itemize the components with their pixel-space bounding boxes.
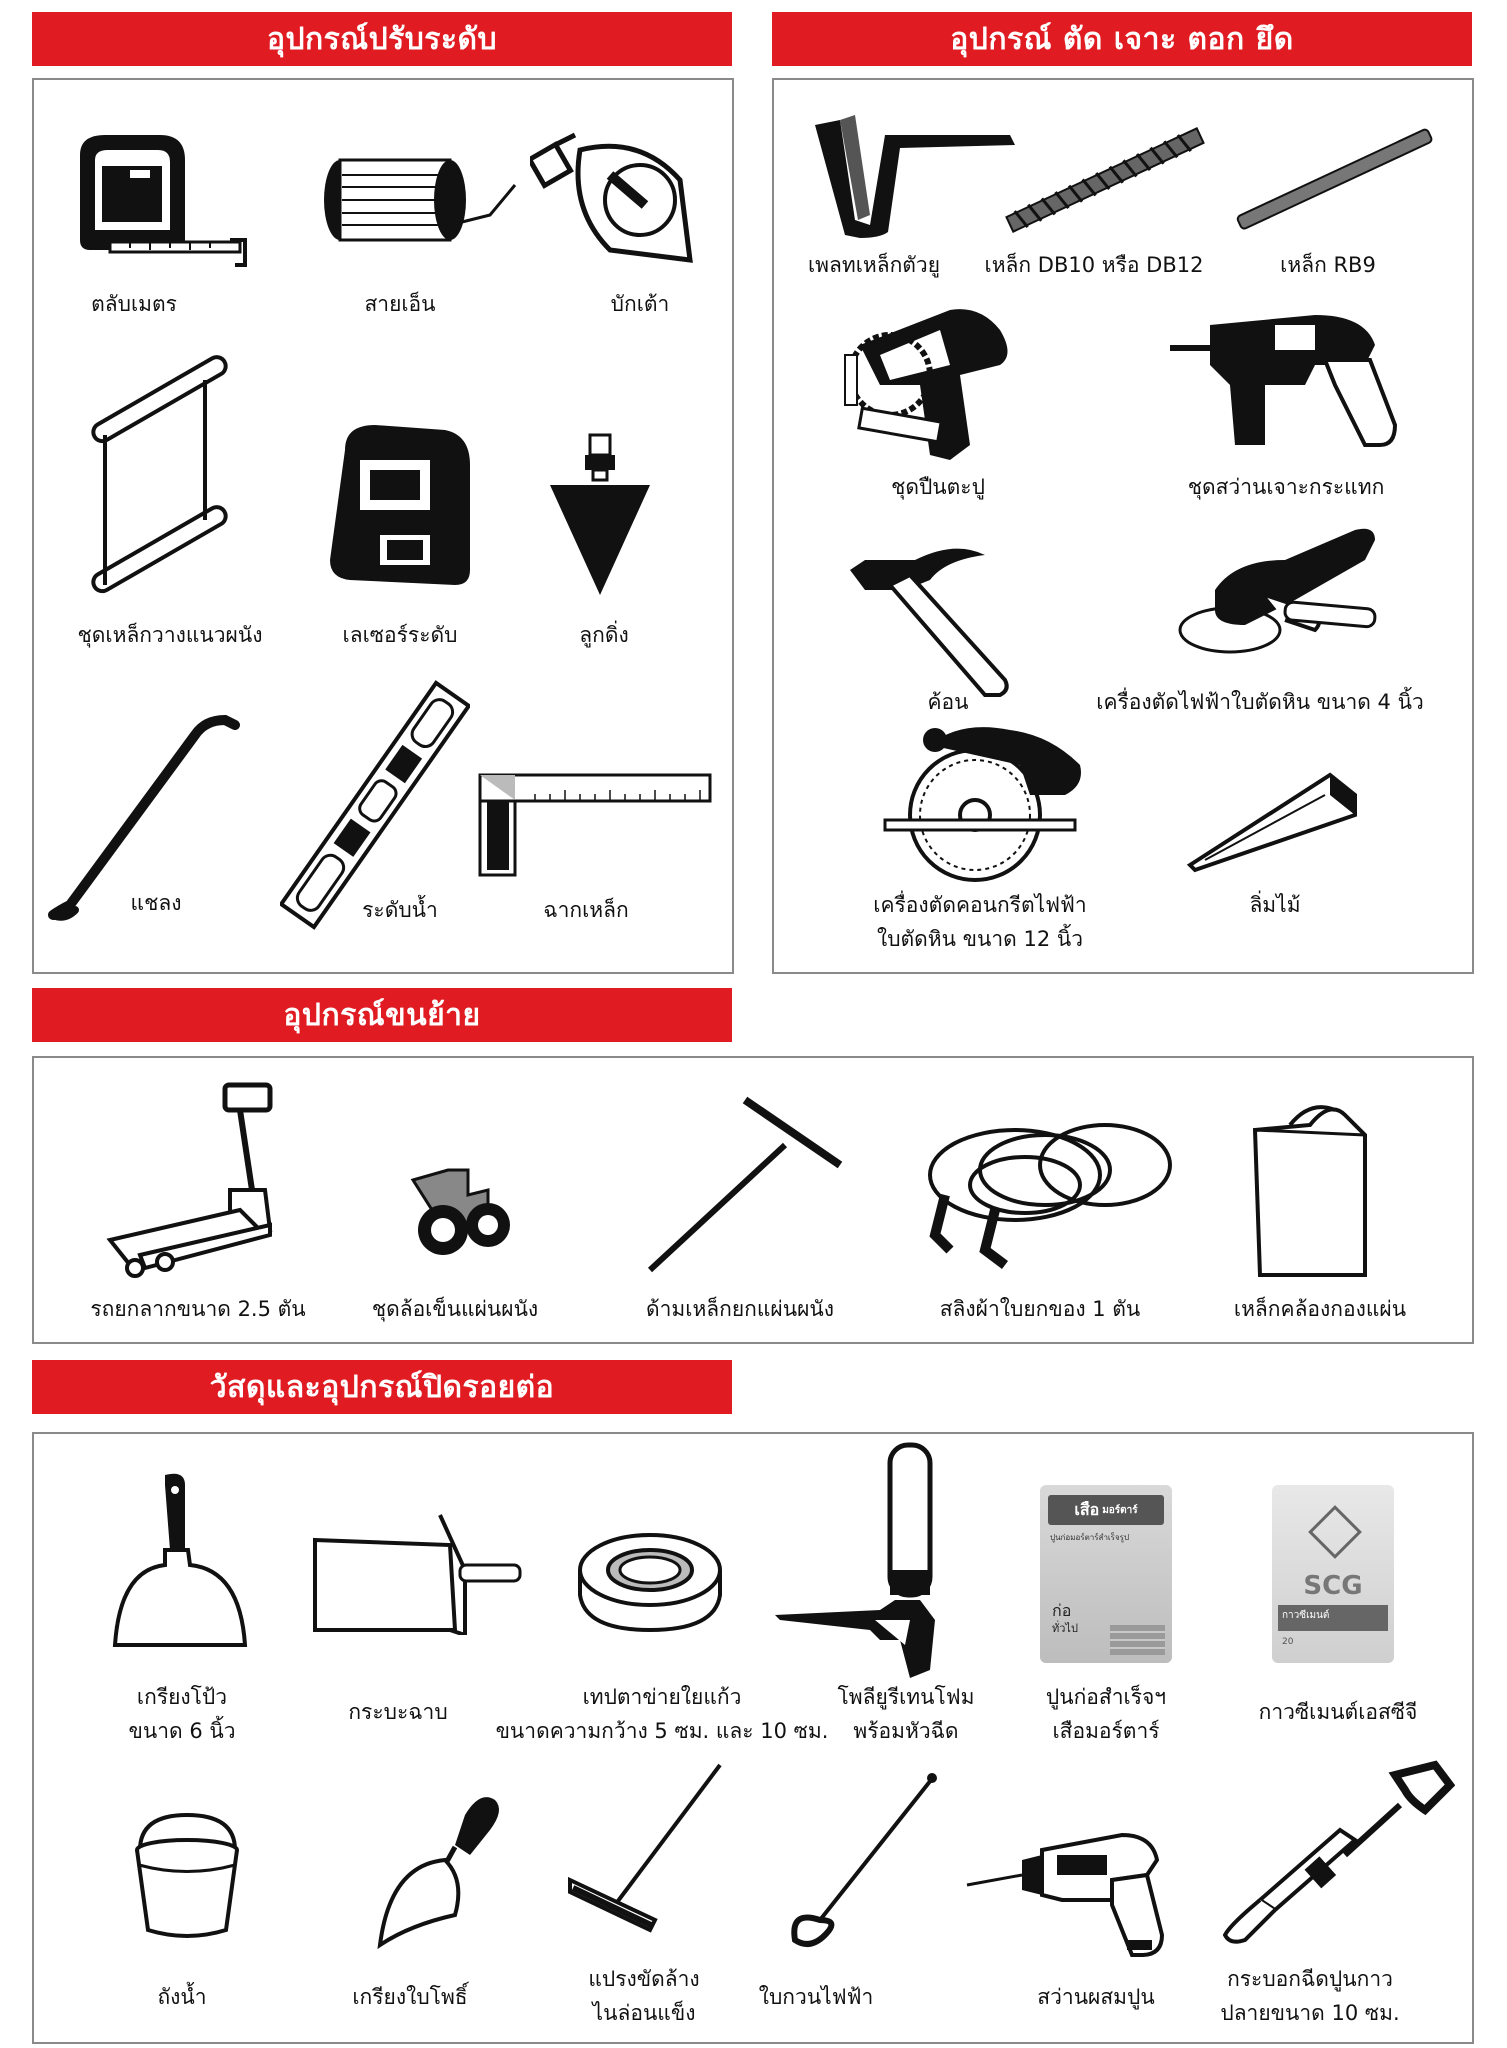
- tiger-mortar-bag: [1040, 1485, 1172, 1663]
- label-grout-gun-line2: ปลายขนาด 10 ซม.: [1220, 2001, 1400, 2025]
- label-tape-measure: ตลับเมตร: [91, 292, 177, 316]
- label-string-line: สายเอ็น: [364, 292, 436, 316]
- label-circular-saw-line1: เครื่องตัดคอนกรีตไฟฟ้า: [873, 893, 1087, 917]
- label-chalk-line: บักเต้า: [610, 292, 670, 316]
- steel-square-icon: [475, 770, 715, 880]
- label-plumb-bob: ลูกดิ่ง: [579, 623, 629, 647]
- label-mesh-tape-line2: ขนาดความกว้าง 5 ซม. และ 10 ซม.: [495, 1719, 829, 1743]
- tiger-brand-text: เสือ: [1074, 1499, 1100, 1519]
- label-angle-grinder: เครื่องตัดไฟฟ้าใบตัดหิน ขนาด 4 นิ้ว: [1096, 690, 1424, 714]
- scg-emblem-icon: [1308, 1505, 1362, 1559]
- label-wall-cart: ชุดล้อเข็นแผ่นผนัง: [371, 1297, 539, 1321]
- label-pu-foam-line2: พร้อมหัวฉีด: [853, 1719, 959, 1743]
- label-mesh-tape: [496, 1680, 829, 1748]
- label-panel-hook: เหล็กคล้องกองแผ่น: [1233, 1297, 1407, 1321]
- nail-gun-icon: [840, 305, 1020, 465]
- chalk-line-icon: [530, 130, 700, 270]
- circular-saw-icon: [880, 715, 1090, 885]
- label-hammer-drill: ชุดสว่านเจาะกระแทก: [1187, 475, 1385, 499]
- label-scrub-brush-line1: แปรงขัดล้าง: [588, 1967, 700, 1991]
- panel-hook-icon: [1250, 1095, 1370, 1280]
- t-lifting-bar-icon: [645, 1095, 845, 1275]
- round-bar-icon: [1225, 120, 1445, 240]
- label-laser-level: เลเซอร์ระดับ: [342, 623, 458, 647]
- tiger-sub-text: มอร์ตาร์: [1102, 1504, 1138, 1516]
- mortar-tray-icon: [310, 1510, 525, 1635]
- label-scrub-brush: [588, 1962, 699, 2030]
- label-tiger-mortar-line2: เสือมอร์ตาร์: [1052, 1719, 1160, 1743]
- label-lifting-sling: สลิงผ้าใบยกของ 1 ตัน: [939, 1297, 1141, 1321]
- putty-knife-icon: [110, 1470, 250, 1650]
- label-bucket: ถังน้ำ: [157, 1985, 207, 2009]
- tiger-name-line2: ทั่วไป: [1052, 1622, 1078, 1635]
- label-pallet-jack: รถยกลากขนาด 2.5 ตัน: [90, 1297, 306, 1321]
- scg-desc: กาวซีเมนต์: [1282, 1610, 1330, 1621]
- u-plate-icon: [810, 110, 1020, 240]
- bucket-icon: [130, 1810, 245, 1940]
- tiger-desc: ปูนก่อมอร์ตาร์สำเร็จรูป: [1050, 1533, 1130, 1542]
- label-scrub-brush-line2: ไนล่อนแข็ง: [592, 2001, 696, 2025]
- header-cutting: [772, 12, 1472, 66]
- header-moving: [32, 988, 732, 1042]
- header-leveling-text: อุปกรณ์ปรับระดับ: [266, 21, 498, 57]
- brick-pattern: [1110, 1625, 1165, 1655]
- hammer-icon: [845, 530, 1025, 700]
- label-wooden-wedge: ลิ่มไม้: [1249, 893, 1301, 917]
- label-round-bar: เหล็ก RB9: [1280, 253, 1376, 277]
- header-sealing-text: วัสดุและอุปกรณ์ปิดรอยต่อ: [209, 1369, 555, 1405]
- label-tiger-mortar-line1: ปูนก่อสำเร็จฯ: [1045, 1685, 1167, 1709]
- string-line-icon: [320, 155, 520, 245]
- header-leveling: [32, 12, 732, 66]
- label-spirit-level: ระดับน้ำ: [362, 898, 438, 922]
- tiger-name-line1: ก่อ: [1052, 1601, 1072, 1620]
- header-cutting-text: อุปกรณ์ ตัด เจาะ ตอก ยึด: [950, 21, 1294, 57]
- label-pu-foam-line1: โพลียูรีเทนโฟม: [837, 1685, 975, 1709]
- scg-small: 20: [1282, 1637, 1294, 1647]
- label-putty-knife-line1: เกรียงโป้ว: [136, 1685, 228, 1709]
- label-steel-square: ฉากเหล็ก: [543, 898, 629, 922]
- label-circular-saw-line2: ใบตัดหิน ขนาด 12 นิ้ว: [876, 927, 1084, 951]
- deformed-bar-icon: [995, 120, 1215, 240]
- scrub-brush-icon: [565, 1760, 725, 1935]
- pallet-jack-icon: [100, 1080, 280, 1280]
- label-grout-gun: [1220, 1962, 1399, 2030]
- label-pu-foam: [838, 1680, 975, 1748]
- pointing-trowel-icon: [370, 1785, 510, 1950]
- wall-alignment-frame-icon: [75, 350, 245, 600]
- label-circular-saw: [873, 888, 1086, 956]
- lifting-sling-icon: [925, 1115, 1175, 1270]
- header-sealing: [32, 1360, 732, 1414]
- label-putty-knife: [129, 1680, 236, 1748]
- label-mixing-paddle: ใบกวนไฟฟ้า: [758, 1985, 874, 2009]
- label-deformed-bar: เหล็ก DB10 หรือ DB12: [984, 253, 1204, 277]
- plumb-bob-icon: [545, 430, 655, 600]
- label-scg-glue: กาวซีเมนต์เอสซีจี: [1258, 1700, 1418, 1724]
- tape-measure-icon: [70, 130, 250, 280]
- mesh-tape-icon: [575, 1530, 725, 1635]
- laser-level-icon: [325, 420, 475, 590]
- label-mesh-tape-line1: เทปตาข่ายใยแก้ว: [582, 1685, 742, 1709]
- label-putty-knife-line2: ขนาด 6 นิ้ว: [128, 1719, 236, 1743]
- label-mortar-tray: กระบะฉาบ: [348, 1700, 448, 1724]
- mixing-paddle-icon: [780, 1770, 940, 1955]
- label-u-plate: เพลทเหล็กตัวยู: [807, 253, 941, 277]
- label-pointing-trowel: เกรียงใบโพธิ์: [352, 1985, 468, 2009]
- grout-gun-icon: [1215, 1760, 1455, 1950]
- wall-cart-icon: [408, 1165, 518, 1265]
- wooden-wedge-icon: [1185, 765, 1365, 875]
- tiger-logo: [1048, 1495, 1164, 1525]
- mixing-drill-icon: [962, 1820, 1172, 1960]
- tiger-name: [1052, 1603, 1078, 1637]
- label-grout-gun-line1: กระบอกฉีดปูนกาว: [1227, 1967, 1393, 1991]
- label-crowbar: แชลง: [130, 891, 182, 915]
- label-nail-gun: ชุดปืนตะปู: [891, 475, 985, 499]
- hammer-drill-icon: [1165, 305, 1405, 455]
- label-tiger-mortar: [1046, 1680, 1166, 1748]
- scg-glue-bag: [1272, 1485, 1394, 1663]
- header-moving-text: อุปกรณ์ขนย้าย: [283, 997, 481, 1033]
- label-wall-alignment: ชุดเหล็กวางแนวผนัง: [77, 623, 263, 647]
- pu-foam-icon: [770, 1440, 960, 1680]
- label-hammer: ค้อน: [927, 690, 969, 714]
- angle-grinder-icon: [1175, 520, 1385, 670]
- scg-brand: SCG: [1303, 1571, 1363, 1601]
- label-mixing-drill: สว่านผสมปูน: [1037, 1985, 1155, 2009]
- label-t-lifting-bar: ด้ามเหล็กยกแผ่นผนัง: [645, 1297, 835, 1321]
